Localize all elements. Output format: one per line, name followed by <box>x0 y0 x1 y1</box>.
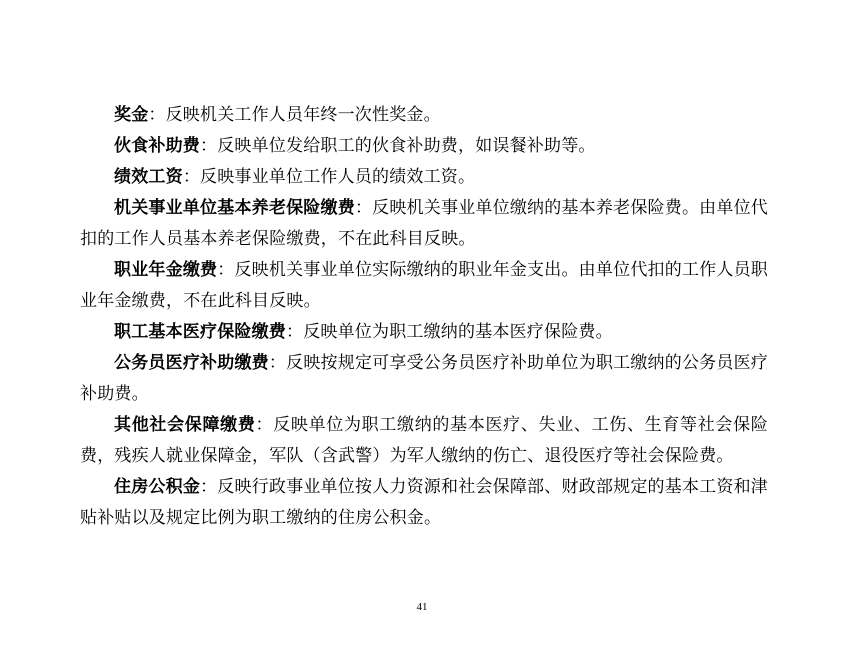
entry-description: ：反映按规定可享受公务员医疗补助单位为职工缴纳的公务员医疗补助费。 <box>80 353 768 404</box>
entry-term: 机关事业单位基本养老保险缴费 <box>114 198 355 218</box>
entry-description: ：反映行政事业单位按人力资源和社会保障部、财政部规定的基本工资和津贴补贴以及规定比例为职工缴纳的住房公积金。 <box>80 477 768 528</box>
entry-description: ：反映机关事业单位缴纳的基本养老保险费。由单位代扣的工作人员基本养老保险缴费，不在此科目反映。 <box>80 198 768 249</box>
entry-term: 绩效工资 <box>114 167 183 187</box>
entry-other-social-security <box>80 410 768 472</box>
document-body <box>80 100 768 534</box>
entry-description: ：反映单位为职工缴纳的基本医疗、失业、工伤、生育等社会保险费，残疾人就业保障金，军队（含武警）为军人缴纳的伤亡、退役医疗等社会保险费。 <box>80 415 768 466</box>
entry-performance-pay <box>80 162 768 193</box>
entry-description: ：反映单位为职工缴纳的基本医疗保险费。 <box>286 322 613 342</box>
entry-medical-insurance <box>80 317 768 348</box>
entry-term: 伙食补助费 <box>114 136 200 156</box>
entry-housing-fund <box>80 472 768 534</box>
entry-term: 其他社会保障缴费 <box>114 415 256 435</box>
entry-term: 公务员医疗补助缴费 <box>114 353 269 373</box>
entry-pension-insurance <box>80 193 768 255</box>
entry-description: ：反映单位发给职工的伙食补助费，如误餐补助等。 <box>200 136 596 156</box>
entry-term: 职业年金缴费 <box>114 260 218 280</box>
entry-description: ：反映机关工作人员年终一次性奖金。 <box>148 105 441 125</box>
entry-term: 职工基本医疗保险缴费 <box>114 322 286 342</box>
page-number: 41 <box>416 601 428 613</box>
entry-bonus <box>80 100 768 131</box>
entry-description: ：反映事业单位工作人员的绩效工资。 <box>182 167 476 187</box>
entry-term: 住房公积金 <box>114 477 201 497</box>
entry-civil-servant-medical-subsidy <box>80 348 768 410</box>
entry-occupational-annuity <box>80 255 768 317</box>
entry-description: ：反映机关事业单位实际缴纳的职业年金支出。由单位代扣的工作人员职业年金缴费，不在此科目反映。 <box>80 260 768 311</box>
entry-meal-subsidy <box>80 131 768 162</box>
entry-term: 奖金 <box>114 105 149 125</box>
